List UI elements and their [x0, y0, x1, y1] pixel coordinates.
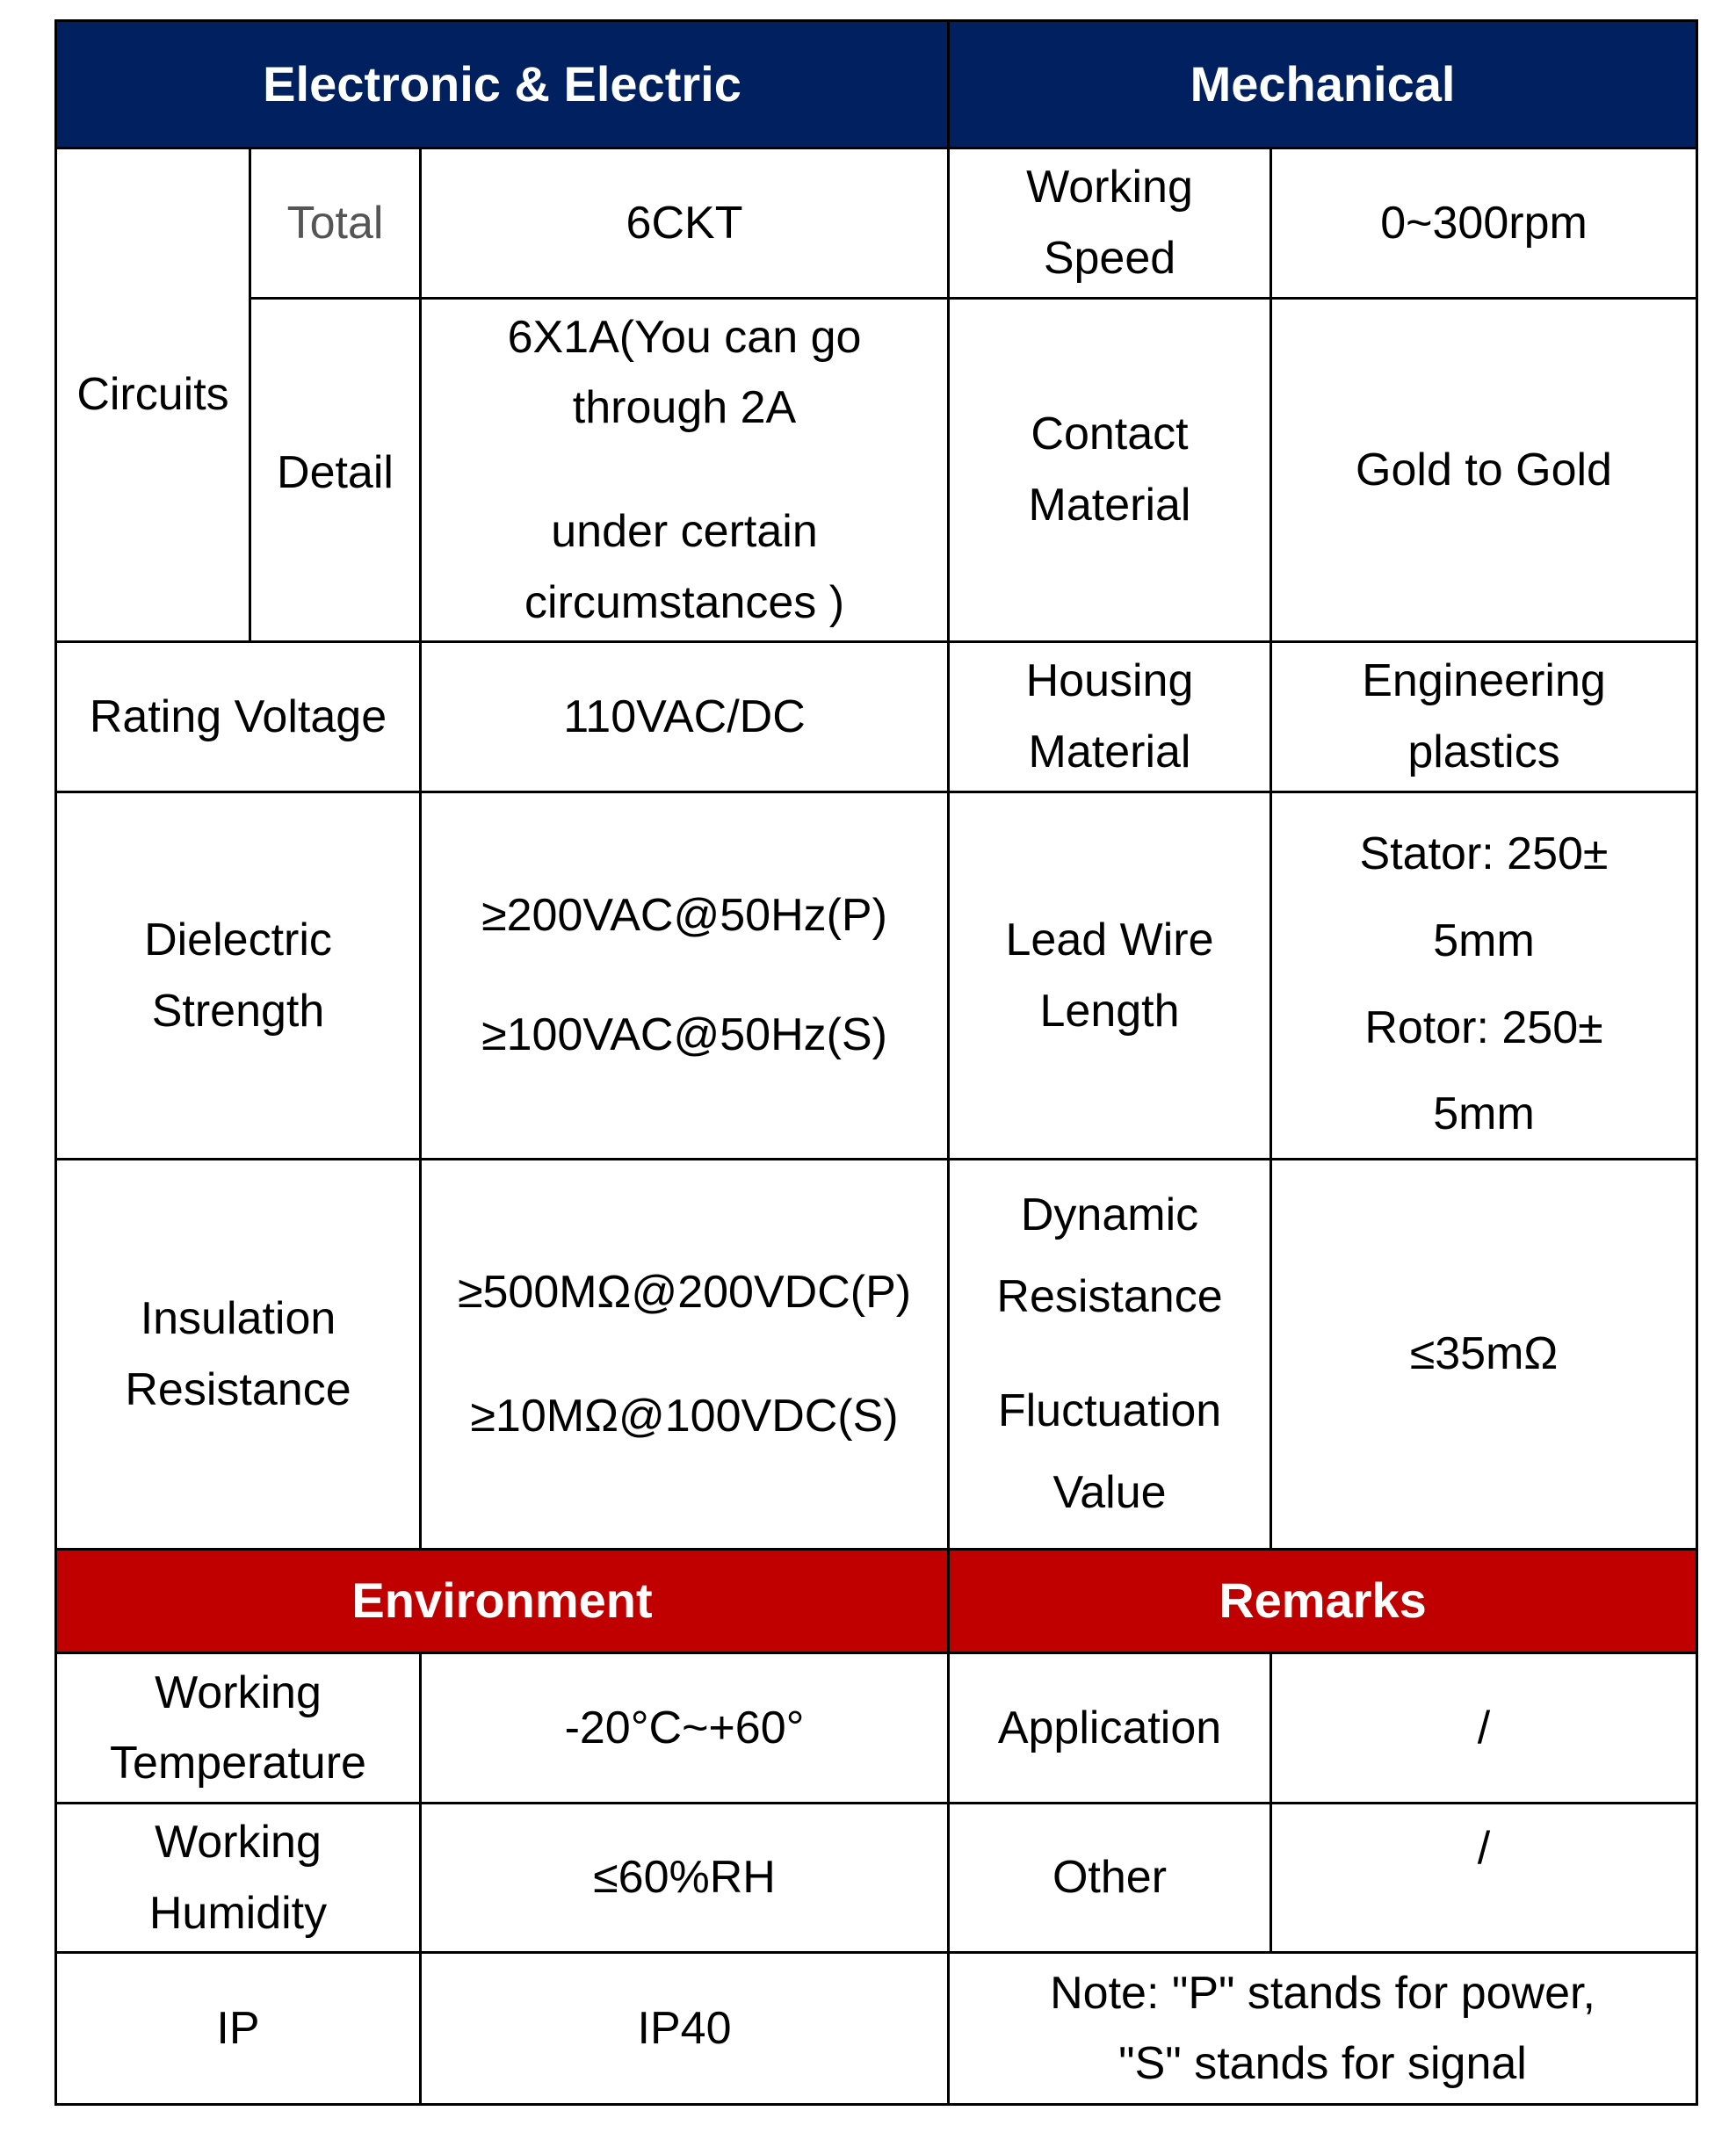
- humidity-label: Working Humidity: [56, 1804, 421, 1953]
- contact-label: Contact Material: [949, 299, 1271, 642]
- other-value: /: [1271, 1804, 1697, 1953]
- ip-label: IP: [56, 1953, 421, 2105]
- note: Note: "P" stands for power, "S" stands for signal: [949, 1953, 1697, 2105]
- temperature-value: -20°C~+60°: [421, 1653, 949, 1804]
- rating-voltage-value: 110VAC/DC: [421, 642, 949, 792]
- total-value: 6CKT: [421, 148, 949, 299]
- temperature-label: Working Temperature: [56, 1653, 421, 1804]
- contact-value: Gold to Gold: [1271, 299, 1697, 642]
- header-mechanical: Mechanical: [949, 21, 1697, 148]
- humidity-value: ≤60%RH: [421, 1804, 949, 1953]
- housing-value: Engineering plastics: [1271, 642, 1697, 792]
- dynamic-label: Dynamic Resistance Fluctuation Value: [949, 1160, 1271, 1550]
- header-electronic: Electronic & Electric: [56, 21, 949, 148]
- insulation-label: Insulation Resistance: [56, 1160, 421, 1550]
- speed-label: Working Speed: [949, 148, 1271, 299]
- application-label: Application: [949, 1653, 1271, 1804]
- lead-wire-value: Stator: 250± 5mm Rotor: 250± 5mm: [1271, 792, 1697, 1160]
- housing-label: Housing Material: [949, 642, 1271, 792]
- ip-value: IP40: [421, 1953, 949, 2105]
- detail-value: 6X1A(You can go through 2A under certain circumstances ): [421, 299, 949, 642]
- dielectric-label: Dielectric Strength: [56, 792, 421, 1160]
- header-environment: Environment: [56, 1550, 949, 1653]
- detail-label: Detail: [250, 299, 421, 642]
- spec-table: [54, 19, 1698, 2106]
- header-remarks: Remarks: [949, 1550, 1697, 1653]
- rating-voltage-label: Rating Voltage: [56, 642, 421, 792]
- application-value: /: [1271, 1653, 1697, 1804]
- insulation-value: ≥500MΩ@200VDC(P) ≥10MΩ@100VDC(S): [421, 1160, 949, 1550]
- lead-wire-label: Lead Wire Length: [949, 792, 1271, 1160]
- speed-value: 0~300rpm: [1271, 148, 1697, 299]
- other-label: Other: [949, 1804, 1271, 1953]
- circuits-label: Circuits: [56, 148, 250, 642]
- dielectric-value: ≥200VAC@50Hz(P) ≥100VAC@50Hz(S): [421, 792, 949, 1160]
- total-label: Total: [250, 148, 421, 299]
- dynamic-value: ≤35mΩ: [1271, 1160, 1697, 1550]
